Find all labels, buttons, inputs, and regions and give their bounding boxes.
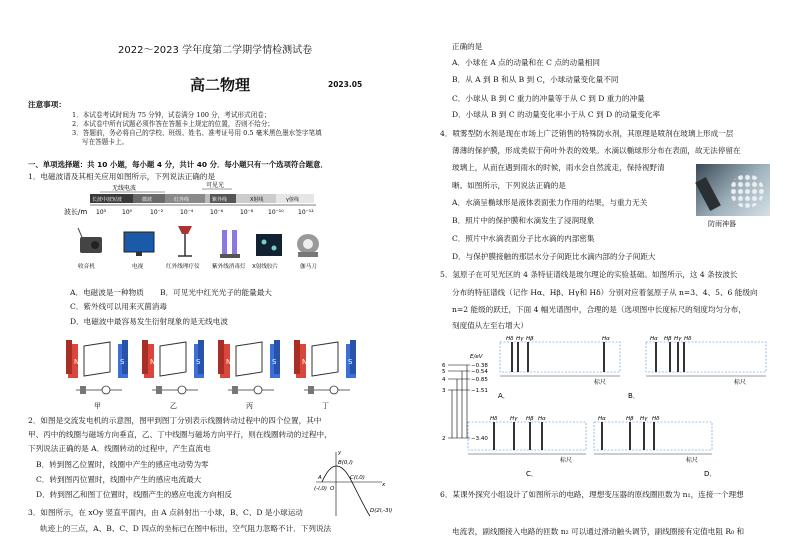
graph-label: O	[330, 486, 335, 492]
spectral-line-label: Hβ	[526, 416, 534, 422]
level-n: 2	[442, 436, 446, 442]
q4-option-a: A．水滴呈椭球形是液体表面张力作用的结果，与重力无关	[452, 198, 648, 207]
band-label: 紫外线	[212, 197, 228, 203]
q2-stem-line: 2．如图是交流发电机的示意图，图甲到图丁分别表示线圈转动过程中的四个位置，其中	[28, 416, 322, 425]
panel-label: 甲	[94, 402, 101, 410]
scale-label: 标尺	[594, 379, 607, 386]
notes-title: 注意事项：	[28, 100, 66, 109]
graph-label: C(l,0)	[350, 475, 365, 481]
q4-option-c: C．照片中水滴表面分子比水滴的内部密集	[452, 234, 595, 243]
q3-stem-line: 3．如图所示，在 xOy 竖直平面内，由 A 点斜射出一小球，B、C、D 是小球运动	[28, 508, 303, 517]
q4-option-d: D．与保护膜接触的那层水分子间距比水滴内部的分子间距大	[452, 252, 656, 261]
gamma-knife-icon	[297, 234, 319, 257]
spectra-options	[490, 332, 768, 482]
exam-date: 2023.05	[328, 80, 363, 89]
level-e: −3.40	[471, 436, 488, 442]
note-line: 3．答题前，务必将自己的学校、班级、姓名、准考证号用 0.5 毫米黑色墨水签字笔填	[72, 129, 322, 137]
generator-figure: S 甲 乙 丙 丁	[60, 332, 360, 412]
uv-lamp-icon	[220, 230, 240, 258]
graph-label: (-l,0)	[314, 486, 328, 492]
spectral-line-label: Hγ	[674, 336, 682, 342]
spectral-line-label: Hβ	[664, 336, 672, 342]
spectrum-label: 无线电波	[112, 185, 137, 192]
wavelength-tick: 10⁻⁸	[240, 209, 254, 216]
device-label: 紫外线消毒灯	[212, 264, 246, 270]
spectral-line-label: Hβ	[626, 416, 634, 422]
q1-option-c: C．紫外线可以用来灭菌消毒	[70, 302, 167, 311]
level-e: −0.38	[471, 363, 488, 369]
wavelength-tick: 10⁰	[122, 209, 133, 216]
option-letter: B．	[628, 392, 640, 400]
option-letter: D．	[704, 470, 717, 478]
spray-photo	[696, 164, 770, 216]
graph-label: D(2l,-3l)	[370, 508, 393, 514]
device-label: 红外线理疗仪	[166, 264, 200, 270]
q3-option-c: C．小球从 B 到 C 重力的冲量等于从 C 到 D 重力的冲量	[452, 94, 645, 103]
spectral-line-label: Hγ	[516, 336, 524, 342]
spectral-line-label: Hδ	[652, 416, 660, 422]
generator-panel	[218, 340, 280, 394]
level-n: 4	[442, 377, 446, 383]
panel-label: 乙	[170, 402, 177, 410]
q2-option-c: C．转到图丙位置时，线圈中产生的感应电流最大	[36, 475, 202, 484]
level-n: 6	[442, 363, 446, 369]
spectrum-band	[205, 194, 210, 203]
spectral-line-label: Hδ	[684, 336, 692, 342]
band-label: 长波中波短波	[92, 197, 123, 203]
spectrum-label: 可见光	[206, 182, 225, 189]
q3-option-a: A．小球在 A 点的动量和在 C 点的动量相同	[452, 58, 600, 67]
q2-stem-line: 甲、丙中的线圈与磁场方向垂直，乙、丁中线圈与磁场方向平行，则在线圈转动的过程中，	[28, 430, 332, 439]
q2-option-b: B．转到图乙位置时，线圈中产生的感应电动势为零	[36, 460, 209, 469]
q6-stem-line: 电流表，副线圈接入电路的匝数 n₂ 可以通过滑动触头调节，副线圈接有定值电阻 R₀ 和	[452, 527, 745, 536]
wavelength-tick: 10⁻⁴	[180, 209, 194, 216]
spectral-line-label: Hα	[602, 336, 610, 342]
level-e: −1.51	[471, 388, 488, 394]
energy-level-diagram	[440, 352, 494, 448]
scale-label: 标尺	[686, 457, 699, 464]
graph-label: x	[382, 482, 386, 488]
generator-panel	[66, 340, 128, 394]
spectral-line-label: Hδ	[490, 416, 498, 422]
q2-stem-line: 下列说法正确的是 A．线圈转动的过程中，产生直流电	[28, 444, 211, 453]
generator-panel	[142, 340, 204, 394]
band-label: 红外线	[174, 197, 190, 203]
q3-option-b: B．从 A 到 B 和从 B 到 C，小球动量变化量不同	[452, 75, 619, 84]
q4-stem-line: 晰。如图所示，下列说法正确的是	[452, 181, 566, 190]
wavelength-tick: 10⁻⁶	[210, 209, 224, 216]
level-e: −0.85	[471, 377, 488, 383]
generator-panel	[294, 340, 356, 394]
panel-label: 丁	[322, 402, 329, 410]
device-label: 收音机	[78, 264, 95, 270]
trajectory-graph	[312, 446, 398, 518]
q1-option-d: D．电磁波中最容易发生衍射现象的是无线电波	[70, 317, 228, 326]
graph-label: y	[338, 450, 342, 456]
section-heading: 一、单项选择题：共 10 小题，每小题 4 分，共计 40 分．每小题只有一个选项符合题意．	[28, 160, 328, 169]
level-e: −0.54	[471, 369, 488, 375]
q4-option-b: B．照片中的保护膜和水滴发生了浸润现象	[452, 216, 595, 225]
q1-option-a: A．电磁波是一种物质	[70, 288, 144, 297]
spectral-line-label: Hα	[598, 416, 606, 422]
exam-title: 2022～2023 学年度第二学期学情检测试卷	[118, 45, 313, 56]
wavelength-tick: 10⁻¹⁰	[268, 209, 284, 216]
q1-option-b: B．可见光中红光光子的能量最大	[160, 288, 272, 297]
q5-stem-line: 5．氢原子在可见光区的 4 条特征谱线是玻尔理论的实验基础。如图所示，这 4 条按波长	[440, 270, 738, 279]
em-spectrum-figure	[60, 182, 350, 274]
q6-stem-line: 6．某课外探究小组设计了如图所示的电路，理想变压器的原线圈匝数为 n₁，连接一个理想	[440, 490, 744, 499]
spectral-line-label: Hγ	[510, 416, 518, 422]
band-label: γ射线	[286, 197, 299, 203]
wavelength-tick: 10³	[96, 209, 107, 216]
scale-label: 标尺	[560, 457, 573, 464]
subject-title: 高二物理	[190, 76, 251, 94]
spray-photo-caption: 防雨神器	[708, 220, 736, 228]
level-n: 3	[442, 388, 446, 394]
option-letter: C．	[526, 470, 538, 478]
spectral-line-label: Hα	[650, 336, 658, 342]
radio-icon	[78, 228, 102, 253]
q5-stem-line: 刻度值从左至右增大）	[452, 321, 528, 330]
graph-label: B(0,l)	[338, 460, 353, 466]
note-line: 2．本试卷中所有试题必须作答在答题卡上规定的位置，否则不给分；	[72, 120, 275, 128]
device-label: X射线胶片	[252, 264, 279, 270]
q2-option-d: D．转到图乙和图丁位置时，线圈产生的感应电流方向相反	[36, 490, 232, 499]
device-label: 伽马刀	[300, 264, 317, 270]
q3-option-d: D．小球从 B 到 C 的动量变化率小于从 C 到 D 的动量变化率	[452, 110, 661, 119]
infrared-lamp-icon	[178, 226, 192, 256]
q4-stem-line: 4．喷雾型防水剂是现在市场上广泛销售的特殊防水剂，其原理是喷剂在玻璃上形成一层	[440, 129, 734, 138]
spectral-line-label: Hβ	[526, 336, 534, 342]
energy-unit: E/eV	[470, 354, 483, 360]
option-letter: A．	[498, 392, 510, 400]
q5-stem-line: 分布的特征谱线（记作 Hα、Hβ、Hγ和 Hδ）分别对应着氢原子从 n=3、4、5、6 能级向	[452, 288, 758, 297]
note-line: 1．本试卷考试时间为 75 分钟，试卷满分 100 分，考试形式闭卷；	[72, 111, 271, 119]
graph-label: A	[318, 475, 322, 481]
tv-icon	[124, 232, 154, 256]
xray-film-icon	[256, 234, 282, 256]
q3-stem-line: 轨迹上的三点，A、B、C、D 四点的坐标已在图中标出，空气阻力忽略不计．下列说法	[40, 524, 332, 533]
spectral-line-label: Hα	[538, 416, 546, 422]
q3-stem-cont: 正确的是	[452, 42, 483, 51]
wavelength-tick: 10⁻²	[150, 209, 164, 216]
level-n: 5	[442, 369, 446, 375]
q4-stem-line: 玻璃上，从而在遇到雨水的时候，雨水会自然流走，保持视野清	[452, 163, 665, 172]
note-line: 写在答题卡上。	[82, 138, 129, 146]
q4-stem-line: 薄薄的保护膜，形成类似于荷叶外表的效果。水滴以椭球形分布在表面，故无法停留在	[452, 146, 741, 155]
spectral-line-label: Hδ	[506, 336, 514, 342]
band-label: X射线	[250, 197, 264, 203]
wavelength-tick: 10⁻¹²	[298, 209, 314, 216]
scale-label: 标尺	[734, 379, 747, 386]
q1-stem: 1．电磁波谱及其相关应用如图所示，下列说法正确的是	[28, 172, 216, 181]
wavelength-label: 波长/m	[64, 208, 88, 216]
spectral-line-label: Hγ	[640, 416, 648, 422]
q5-stem-line: n=2 能级的跃迁，下面 4 幅光谱图中，合理的是（选项图中长度标尺的刻度均匀分布，	[452, 305, 746, 314]
panel-label: 丙	[246, 402, 253, 410]
device-label: 电视	[132, 264, 144, 270]
band-label: 微波	[142, 197, 153, 203]
